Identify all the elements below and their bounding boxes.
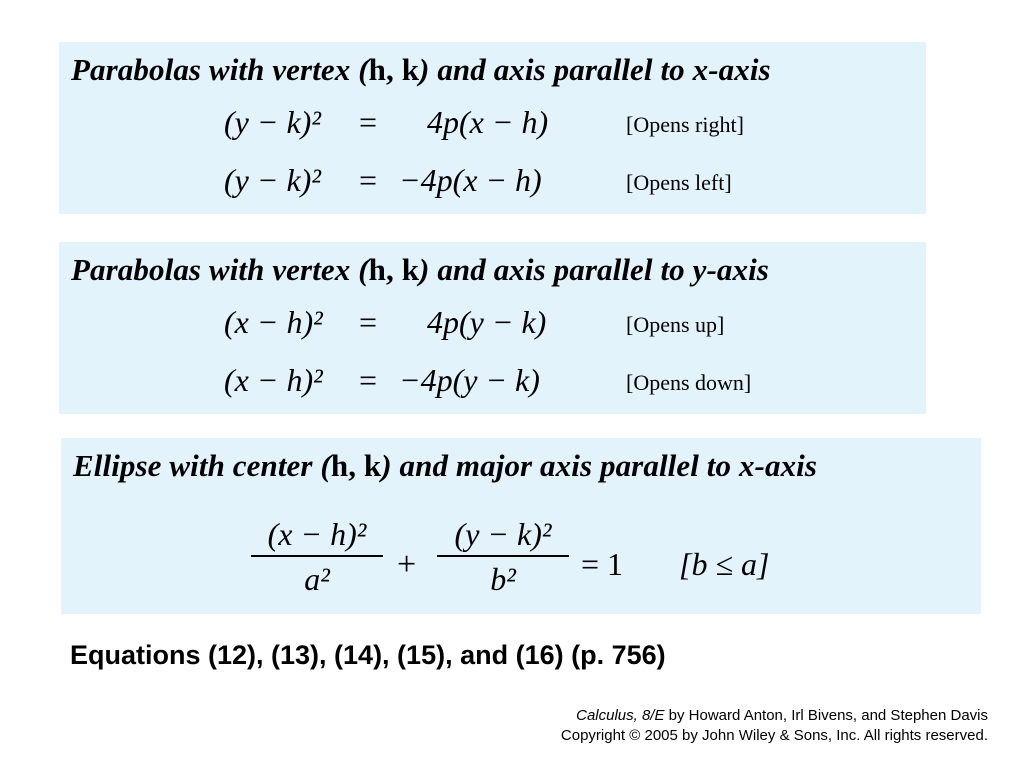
heading-h: h: [330, 448, 349, 483]
fraction-denominator: b²: [490, 561, 516, 597]
equation-rhs: −4p(x − h): [399, 162, 542, 198]
heading-k: k: [401, 252, 420, 287]
fraction-bar: [251, 555, 383, 557]
ellipse-condition: [b ≤ a]: [679, 546, 770, 582]
heading-h: h: [368, 52, 386, 87]
equation-note: [Opens right]: [626, 112, 744, 137]
equation-note: [Opens down]: [626, 370, 752, 395]
fraction-numerator: (x − h)²: [267, 516, 367, 552]
equation-equals: =: [359, 104, 378, 140]
parabola-x-axis-heading: [71, 52, 771, 88]
equation-rhs: 4p(y − k): [427, 304, 547, 340]
equation-note: [Opens left]: [626, 170, 732, 195]
ellipse-fraction-x: [251, 516, 383, 598]
equation-equals: =: [359, 362, 378, 398]
heading-k: k: [363, 448, 382, 483]
heading-comma: ,: [348, 448, 364, 483]
copyright-line: Copyright © 2005 by John Wiley & Sons, Inc. All rights reserved.: [560, 727, 988, 744]
heading-suffix: ) and axis parallel to x-axis: [419, 52, 771, 87]
equation-note: [Opens up]: [626, 312, 725, 337]
book-authors: by Howard Anton, Irl Bivens, and Stephen Davis: [664, 707, 988, 724]
book-title: Calculus, 8/E: [576, 707, 665, 724]
equation-equals: =: [359, 162, 378, 198]
equals-one: = 1: [581, 546, 624, 582]
equation-rhs: −4p(y − k): [399, 362, 540, 398]
equation-equals: =: [359, 304, 378, 340]
heading-prefix: Parabolas with vertex (: [71, 252, 369, 287]
heading-comma: ,: [386, 52, 402, 87]
credit-line-1: [561, 706, 988, 726]
heading-suffix: ) and axis parallel to y-axis: [419, 252, 769, 287]
equation-rhs: 4p(x − h): [427, 104, 549, 140]
heading-comma: ,: [386, 252, 402, 287]
heading-k: k: [401, 52, 420, 87]
heading-prefix: Parabolas with vertex (: [71, 52, 369, 87]
heading-h: h: [368, 252, 386, 287]
plus-sign: +: [397, 546, 417, 583]
copyright-credit: [561, 706, 988, 746]
ellipse-fraction-y: [437, 516, 569, 598]
ellipse-panel: [61, 438, 981, 614]
parabola-y-axis-heading: [71, 252, 769, 288]
equation-lhs: (x − h)²: [224, 362, 323, 398]
equation-lhs: (y − k)²: [224, 162, 321, 198]
equations-caption: Equations (12), (13), (14), (15), and (16) (p. 756): [70, 640, 666, 670]
equation-lhs: (x − h)²: [224, 304, 323, 340]
fraction-bar: [437, 555, 569, 557]
ellipse-heading: [73, 448, 817, 484]
fraction-denominator: a²: [304, 561, 330, 597]
equation-lhs: (y − k)²: [224, 104, 321, 140]
heading-prefix: Ellipse with center (: [73, 448, 331, 483]
heading-suffix: ) and major axis parallel to x-axis: [381, 448, 818, 483]
parabola-y-axis-panel: [59, 242, 926, 414]
parabola-x-axis-panel: [59, 42, 926, 214]
fraction-numerator: (y − k)²: [454, 516, 552, 552]
